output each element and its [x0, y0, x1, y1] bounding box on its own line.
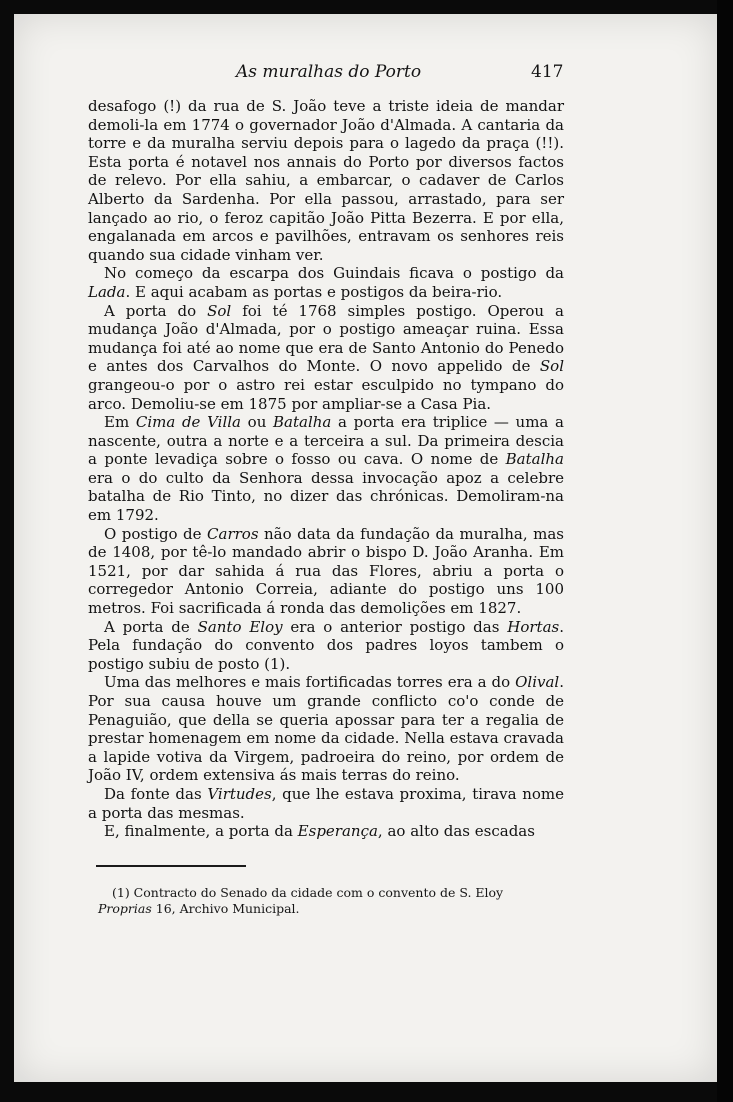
paragraph-7-text: . Por sua causa houve um grande conflicto co'o conde de Penaguião, que della se queria apossar para ter a regalia de prestar homenagem em nome da cidade. Nella estava cravada a lapide votiva da Virgem, padroeira do reino, por ordem de João IV, ordem extensiva ás mais terras do reino.: [88, 673, 564, 785]
place-name: Esperança: [297, 822, 378, 841]
paragraph-2: [88, 264, 564, 301]
paragraph-3-text: A porta do: [104, 301, 208, 320]
place-name: Carros: [207, 524, 259, 543]
paragraph-1-text: desafogo (!) da rua de S. João teve a triste ideia de mandar demoli-la em 1774 o governador João d'Almada. A cantaria da torre e da muralha serviu depois para o lagedo da praça (!!). Esta porta é notavel nos annais do Porto por diversos factos de relevo. Por ella sahiu, a embarcar, o cadaver de Carlos Alberto da Sardenha. Por ella passou, arrastado, para ser lançado ao rio, o feroz capitão João Pitta Bezerra. E por ella, engalanada em arcos e pavilhões, entravam os senhores reis quando sua cidade vinham ver.: [88, 97, 564, 264]
paragraph-4-text: era o do culto da Senhora dessa invocação apoz a celebre batalha de Rio Tinto, no dizer das chrónicas. Demoliram-na em 1792.: [88, 468, 564, 525]
paragraph-4-text: a porta era triplice — uma a nascente, outra a norte e a terceira a sul. Da primeira descia a ponte levadiça sobre o fosso ou cava. O nome de: [88, 413, 564, 469]
place-name: Cima de Villa: [135, 413, 241, 432]
scan-edge: [717, 0, 733, 1102]
paragraph-6-text: . Pela fundação do convento dos padres loyos tambem o postigo subiu de posto (1).: [88, 617, 564, 673]
paragraph-7: [88, 673, 564, 785]
paragraph-7-text: Uma das melhores e mais fortificadas torres era a do: [104, 673, 516, 692]
paragraph-6-text: A porta de: [104, 617, 198, 636]
paragraph-9: [88, 822, 564, 841]
page-number: 417: [531, 62, 564, 82]
paragraph-4-text: ou: [241, 413, 274, 432]
paragraph-8: [88, 785, 564, 822]
paragraph-3-text: grangeou-o por o astro rei estar esculpido no tympano do arco. Demoliu-se em 1875 por ampliar-se a Casa Pia.: [88, 375, 564, 413]
paragraph-6-text: era o anterior postigo das: [282, 617, 508, 636]
paragraph-8-text: Da fonte das: [104, 784, 208, 803]
paragraph-3-text: foi té 1768 simples postigo. Operou a mudança João d'Almada, por o postigo ameaçar ruina. Essa mudança foi até ao nome que era de Santo Antonio do Penedo e antes dos Carvalhos do Monte. O novo appelido de: [88, 301, 564, 376]
running-title: As muralhas do Porto: [236, 62, 422, 82]
place-name: Batalha: [273, 413, 332, 432]
place-name: Hortas: [507, 617, 560, 636]
place-name: Virtudes: [207, 784, 272, 803]
paragraph-2-text: No começo da escarpa dos Guindais ficava o postigo da: [104, 264, 564, 283]
footnote-text: (1) Contracto do Senado da cidade com o convento de S. Eloy: [112, 885, 504, 900]
place-name: Sol: [207, 301, 232, 320]
footnote-source-title: Proprias: [98, 901, 152, 916]
paragraph-5: [88, 525, 564, 618]
place-name: Olival: [515, 673, 560, 692]
paragraph-3: [88, 302, 564, 414]
paragraph-5-text: O postigo de: [104, 524, 208, 543]
body-text: [88, 97, 564, 841]
footnote: [98, 885, 564, 917]
paragraph-9-text: E, finalmente, a porta da: [104, 822, 298, 841]
footnote-divider: [96, 865, 246, 867]
paragraph-9-text: , ao alto das escadas: [377, 822, 535, 841]
place-name: Sol: [539, 357, 564, 376]
paragraph-4: [88, 413, 564, 525]
footnote-source: 16, Archivo Municipal.: [151, 901, 300, 916]
footnote-paragraph: [98, 885, 564, 917]
paragraph-6: [88, 618, 564, 674]
paragraph-1: [88, 97, 564, 264]
paragraph-8-text: , que lhe estava proxima, tirava nome a porta das mesmas.: [88, 784, 564, 822]
paragraph-4-text: Em: [104, 413, 136, 432]
place-name: Lada: [88, 282, 126, 301]
place-name: Batalha: [505, 450, 564, 469]
paragraph-5-text: não data da fundação da muralha, mas de 1408, por tê-lo mandado abrir o bispo D. João Aranha. Em 1521, por dar sahida á rua das Flores, abriu a porta o corregedor Antonio Correia, adiante do postigo uns 100 metros. Foi sacrificada á ronda das demolições em 1827.: [88, 524, 564, 618]
place-name: Santo Eloy: [197, 617, 283, 636]
paragraph-2-text: . E aqui acabam as portas e postigos da beira-rio.: [125, 282, 503, 301]
